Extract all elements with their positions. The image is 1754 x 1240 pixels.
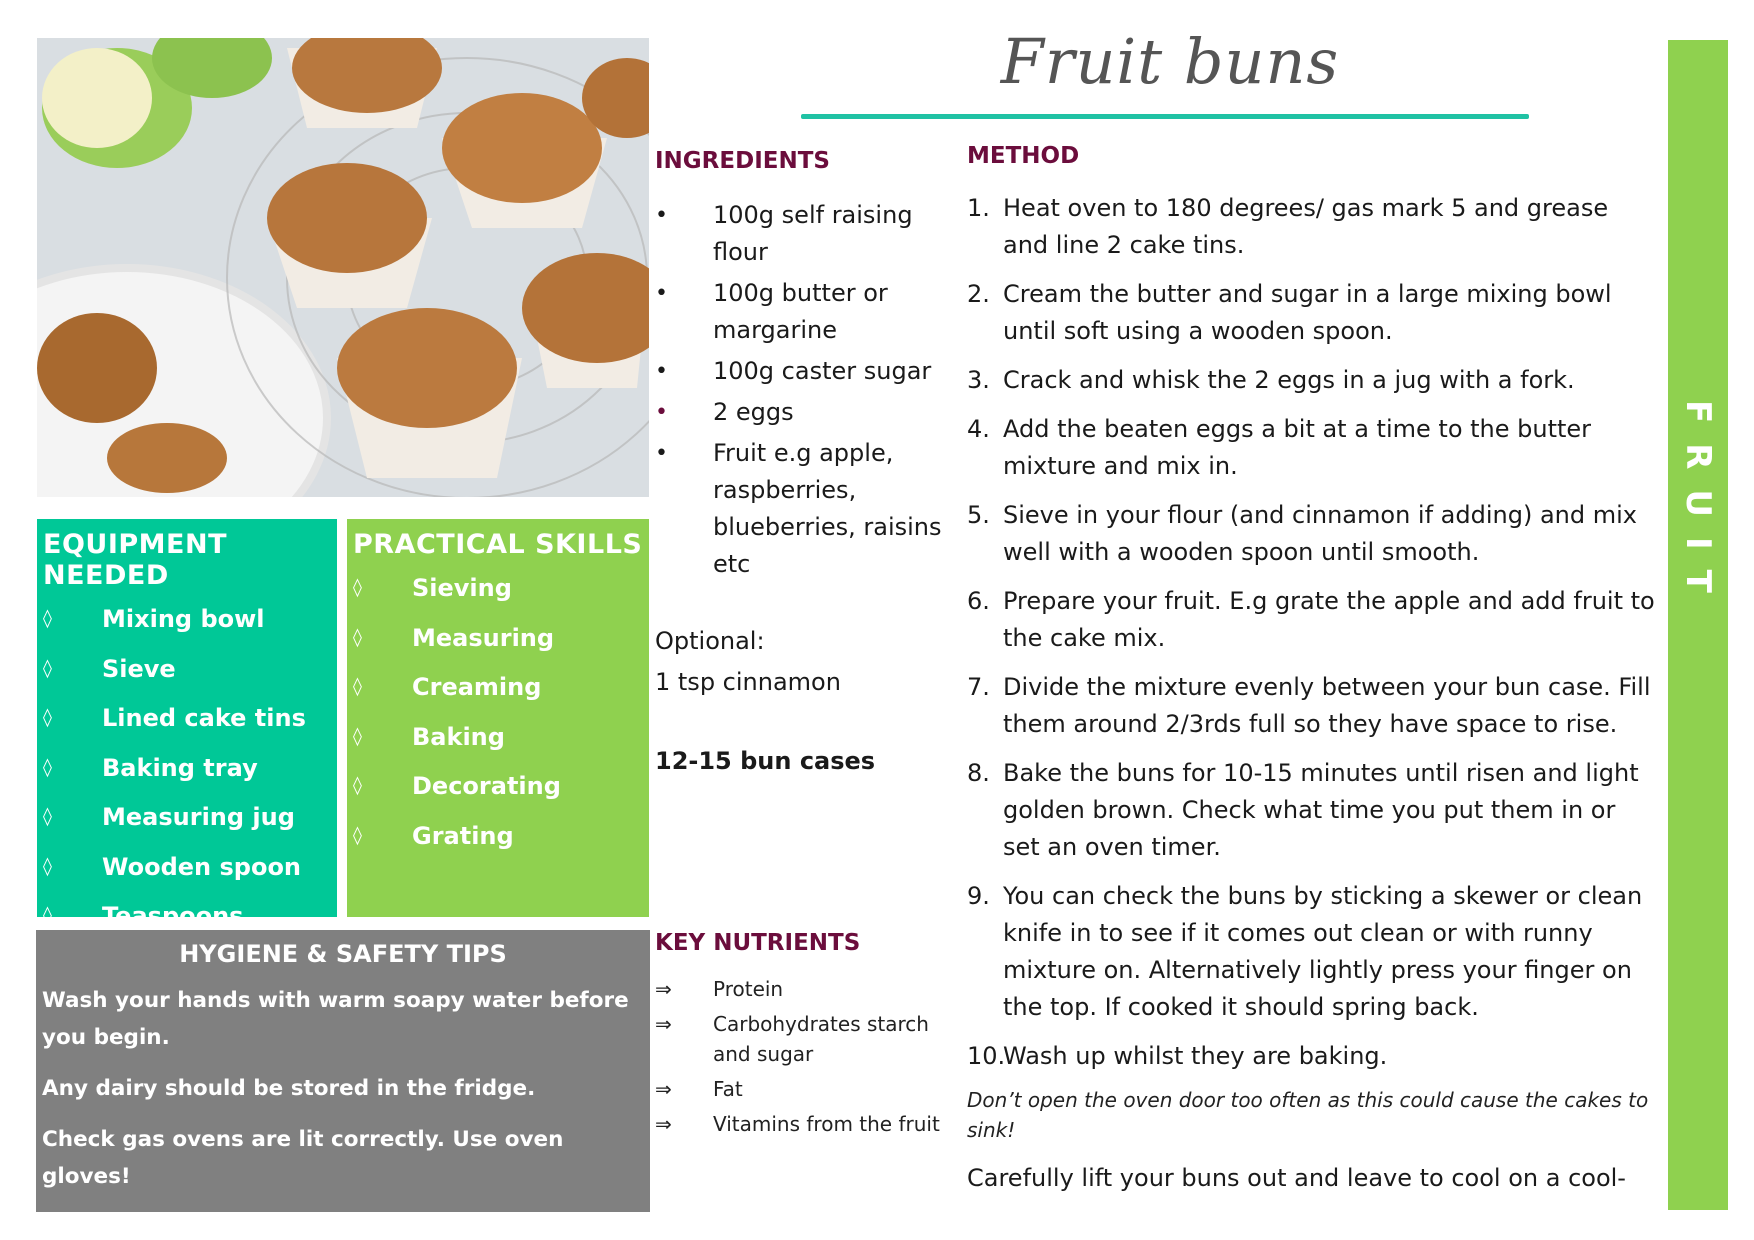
bullet-icon: • [655,441,668,466]
photo-illustration [37,38,649,497]
bun-cases: 12-15 bun cases [655,747,876,775]
step-number: 8. [967,759,990,787]
diamond-icon: ◊ [353,626,362,648]
list-item [655,197,945,271]
ingredients-list [655,197,945,587]
step-text: Heat oven to 180 degrees/ gas mark 5 and grease and line 2 cake tins. [1003,194,1609,259]
list-item [655,435,945,583]
step-number: 6. [967,587,990,615]
list-item [347,814,649,864]
method-steps [967,190,1657,1087]
method-step [967,276,1657,350]
skill-item-label: Creaming [412,673,542,701]
nutrient-label: Fat [713,1077,743,1101]
list-item [37,647,337,697]
hygiene-tip: Wash your hands with warm soapy water before you begin. [42,988,629,1050]
diamond-icon: ◊ [43,707,52,728]
step-number: 10. [967,1042,1006,1070]
equipment-item-label: Sieve [102,654,176,683]
skills-heading: PRACTICAL SKILLS [353,529,643,560]
step-text: Wash up whilst they are baking. [1003,1042,1388,1070]
list-item [655,1009,945,1069]
step-number: 7. [967,673,990,701]
equipment-heading: EQUIPMENT NEEDED [43,529,227,591]
equipment-item-label: Mixing bowl [102,605,265,633]
ingredient-label: 100g butter or margarine [713,279,888,344]
step-text: You can check the buns by sticking a skewer or clean knife in to see if it comes out clean or with runny mixture on. Alternatively lightly press your finger on the top. If cooked it should spring back. [1003,882,1643,1021]
nutrients-heading: KEY NUTRIENTS [655,930,861,956]
list-item [655,394,945,431]
list-item [347,616,649,666]
diamond-icon: ◊ [353,775,362,796]
list-item [655,974,945,1004]
step-text: Crack and whisk the 2 eggs in a jug with a fork. [1003,366,1575,394]
nutrient-label: Carbohydrates starch and sugar [713,1012,929,1066]
method-step [967,411,1657,485]
skill-item-label: Baking [412,722,505,751]
method-step [967,878,1657,1026]
method-last-line: Carefully lift your buns out and leave to cool on a cool- [967,1164,1626,1192]
nutrients-list [655,974,945,1144]
diamond-icon: ◊ [43,905,52,926]
step-number: 5. [967,501,990,529]
nutrient-label: Vitamins from the fruit [713,1112,940,1136]
method-step [967,755,1657,866]
equipment-item-label: Measuring jug [102,803,295,831]
list-item [37,597,337,647]
ingredient-label: 2 eggs [713,398,794,426]
step-text: Divide the mixture evenly between your bun case. Fill them around 2/3rds full so they have space to rise. [1003,673,1651,738]
skill-item-label: Sieving [412,574,512,602]
bullet-icon: • [655,400,668,425]
list-item [37,746,337,796]
method-step [967,362,1657,399]
hygiene-heading: HYGIENE & SAFETY TIPS [179,940,507,968]
diamond-icon: ◊ [43,806,52,827]
list-item [37,845,337,895]
equipment-item-label: Teaspoons [102,902,244,930]
step-number: 3. [967,366,990,394]
step-text: Bake the buns for 10-15 minutes until risen and light golden brown. Check what time you put them in or set an oven timer. [1003,759,1639,861]
diamond-icon: ◊ [43,657,52,679]
ingredient-label: 100g caster sugar [713,357,932,385]
skills-list [347,566,649,863]
method-step [967,583,1657,657]
list-item [347,566,649,616]
equipment-item-label: Baking tray [102,753,258,782]
step-text: Sieve in your flour (and cinnamon if adding) and mix well with a wooden spoon until smooth. [1003,501,1637,566]
bullet-icon: • [655,359,668,384]
diamond-icon: ◊ [353,824,362,846]
title-underline [801,114,1529,119]
list-item [37,696,337,746]
step-number: 1. [967,194,990,222]
list-item [347,715,649,765]
method-step [967,669,1657,743]
list-item [347,665,649,715]
diamond-icon: ◊ [353,577,362,598]
equipment-list [37,597,337,944]
list-item [655,1074,945,1104]
bullet-icon: • [655,203,668,228]
hygiene-tip: Check gas ovens are lit correctly. Use oven gloves! [42,1127,564,1189]
optional-label: Optional: [655,627,765,655]
list-item [37,795,337,845]
equipment-item-label: Lined cake tins [102,704,306,732]
arrow-right-icon: ⇒ [655,977,672,1001]
equipment-item-label: Wooden spoon [102,852,302,881]
list-item [655,1109,945,1139]
page-title: Fruit buns [1000,25,1340,98]
hygiene-tip: Any dairy should be stored in the fridge. [42,1076,536,1101]
list-item [655,353,945,390]
bullet-icon: • [655,281,668,306]
skill-item-label: Grating [412,821,514,850]
diamond-icon: ◊ [43,608,52,629]
list-item [655,275,945,349]
hygiene-panel [36,930,650,1212]
ingredients-heading: INGREDIENTS [655,148,830,174]
nutrient-label: Protein [713,977,784,1001]
list-item [347,764,649,814]
step-text: Add the beaten eggs a bit at a time to the butter mixture and mix in. [1003,415,1592,480]
equipment-panel [37,519,337,930]
method-heading: METHOD [967,143,1080,169]
step-number: 2. [967,280,990,308]
diamond-icon: ◊ [43,756,52,778]
method-step [967,190,1657,264]
arrow-right-icon: ⇒ [655,1112,672,1136]
ingredient-label: 100g self raising flour [713,201,913,266]
step-number: 4. [967,415,990,443]
arrow-right-icon: ⇒ [655,1077,672,1101]
method-step [967,1038,1657,1075]
diamond-icon: ◊ [353,676,362,697]
step-text: Prepare your fruit. E.g grate the apple and add fruit to the cake mix. [1003,587,1655,652]
optional-value: 1 tsp cinnamon [655,668,841,696]
ingredient-label: Fruit e.g apple, raspberries, blueberries, raisins etc [713,439,942,578]
step-number: 9. [967,882,990,910]
diamond-icon: ◊ [43,855,52,877]
fruit-buns-photo [37,38,649,497]
method-note: Don’t open the oven door too often as this could cause the cakes to sink! [967,1088,1649,1142]
skill-item-label: Decorating [412,772,561,800]
arrow-right-icon: ⇒ [655,1012,672,1036]
skill-item-label: Measuring [412,623,555,652]
method-step [967,497,1657,571]
step-text: Cream the butter and sugar in a large mixing bowl until soft using a wooden spoon. [1003,280,1612,345]
side-banner-label: FRUIT BUNS [1618,400,1718,613]
skills-panel [347,519,649,917]
diamond-icon: ◊ [353,725,362,747]
